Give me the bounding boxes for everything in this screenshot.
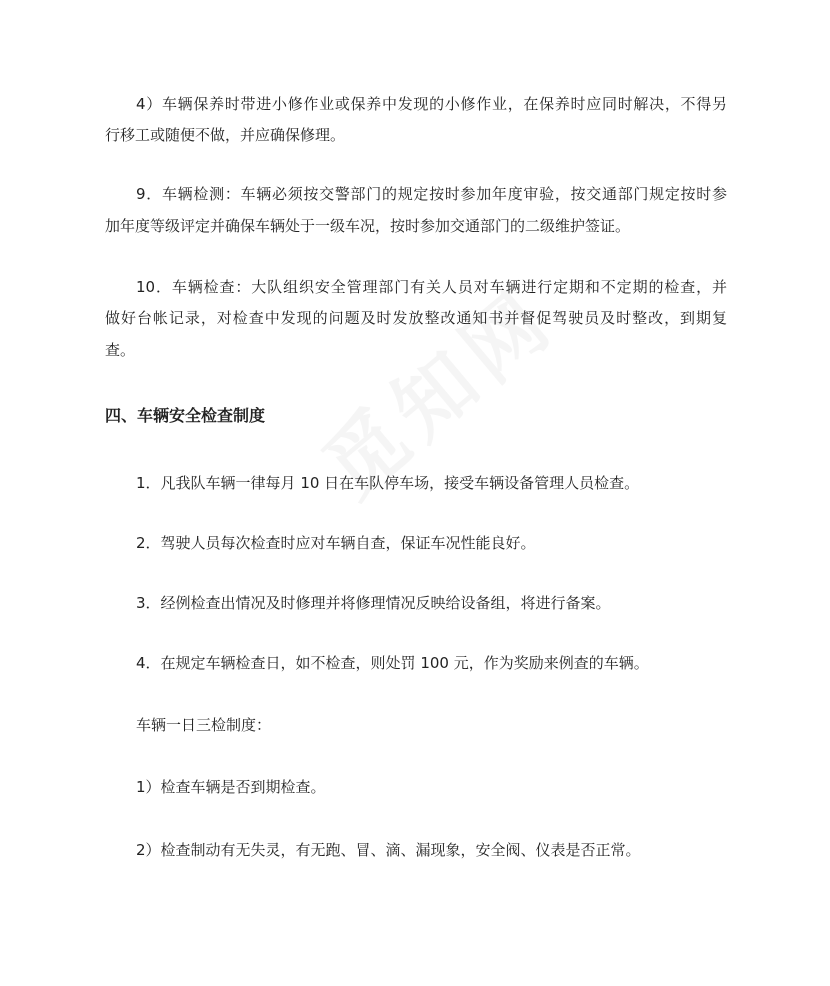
paragraph-4-line-2: 行移工或随便不做，并应确保修理。	[105, 126, 346, 144]
list-item: 2）检查制动有无失灵，有无跑、冒、滴、漏现象，安全阀、仪表是否正常。	[136, 841, 641, 859]
paragraph-10-line-3: 查。	[105, 341, 136, 359]
list-item: 4．在规定车辆检查日，如不检查，则处罚 100 元，作为奖励来例查的车辆。	[136, 654, 649, 672]
list-item: 3．经例检查出情况及时修理并将修理情况反映给设备组，将进行备案。	[136, 594, 611, 612]
paragraph-4-line-1: 4）车辆保养时带进小修作业或保养中发现的小修作业，在保养时应同时解决，不得另	[136, 95, 727, 113]
list-item: 1．凡我队车辆一律每月 10 日在车队停车场，接受车辆设备管理人员检查。	[136, 474, 640, 492]
list-item: 1）检查车辆是否到期检查。	[136, 778, 326, 796]
paragraph-9-line-1: 9．车辆检测：车辆必须按交警部门的规定按时参加年度审验，按交通部门规定按时参	[136, 185, 727, 203]
subheading: 车辆一日三检制度：	[136, 716, 272, 734]
paragraph-10-line-1: 10．车辆检查：大队组织安全管理部门有关人员对车辆进行定期和不定期的检查，并	[136, 278, 727, 296]
list-item: 2．驾驶人员每次检查时应对车辆自查，保证车况性能良好。	[136, 534, 536, 552]
paragraph-10-line-2: 做好台帐记录，对检查中发现的问题及时发放整改通知书并督促驾驶员及时整改，到期复	[105, 309, 727, 327]
paragraph-9-line-2: 加年度等级评定并确保车辆处于一级车况，按时参加交通部门的二级维护签证。	[105, 217, 631, 235]
section-heading: 四、车辆安全检查制度	[105, 406, 266, 425]
